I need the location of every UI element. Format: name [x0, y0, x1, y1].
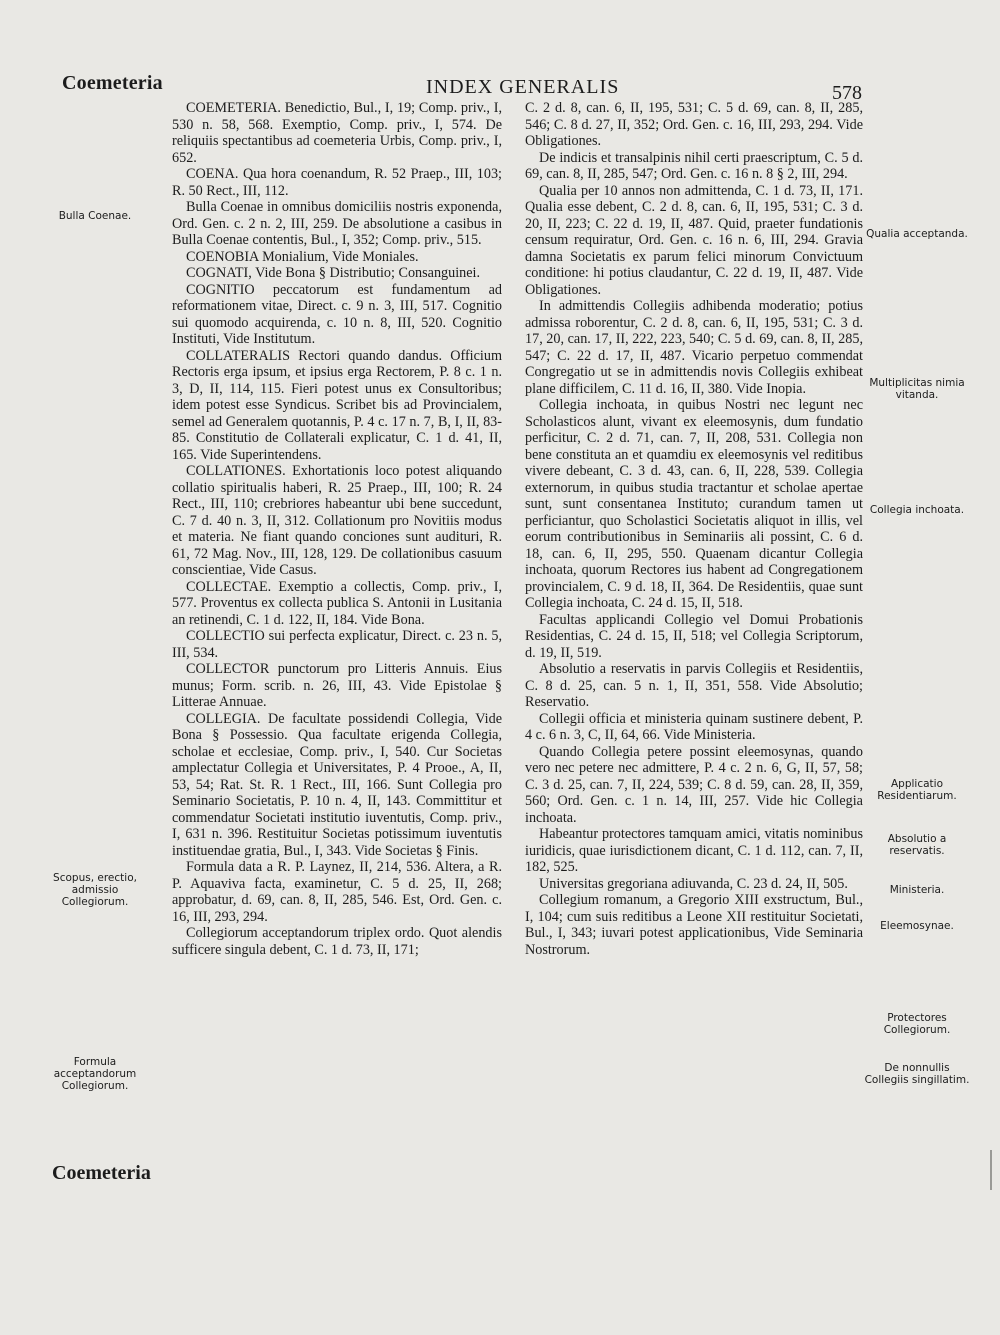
- margin-note-eleemosynae: Eleemosynae.: [880, 920, 954, 932]
- margin-note-formula-acceptandorum: Formula acceptandorum Collegiorum.: [53, 1056, 137, 1092]
- margin-note-absolutio: Absolutio a reservatis.: [887, 833, 947, 857]
- footer-running-word: Coemeteria: [52, 1162, 151, 1184]
- entry-bulla-coenae: Bulla Coenae in omnibus domiciliis nostris exponenda, Ord. Gen. c. 2 n. 2, III, 259. De absolutione a casibus in Bulla Coenae contentis, Bul., I, 352; Comp. priv., 515.: [172, 199, 502, 248]
- running-head-word: Coemeteria: [62, 72, 163, 94]
- entry-facultas: Facultas applicandi Collegio vel Domui Probationis Residentias, C. 24 d. 15, II, 518; vel Collegia Scriptorum, d. 19, II, 519.: [525, 611, 863, 661]
- margin-note-applicatio: Applicatio Residentiarum.: [877, 778, 957, 802]
- margin-note-qualia-acceptanda: Qualia acceptanda.: [866, 228, 968, 240]
- entry-collectio: COLLECTIO sui perfecta explicatur, Direct. c. 23 n. 5, III, 534.: [172, 628, 502, 661]
- entry-collationes: COLLATIONES. Exhortationis loco potest aliquando collatio spiritualis haberi, R. 25 Praep., III, 100; R. 24 Rect., III, 110; crebriores habeantur ubi bene succedunt, C. 7 d. 40 n. 3, II, 312. Collationum pro Novitiis modus et materia. Ne fiant quando conciones sunt audituri, R. 61, 72 Mag. Nov., III, 128, 129. De collationibus casuum conscientiae, Vide Casus.: [172, 463, 502, 578]
- entry-universitas: Universitas gregoriana adiuvanda, C. 23 d. 24, II, 505.: [539, 875, 848, 892]
- entry-absolutio: Absolutio a reservatis in parvis Collegiis et Residentiis, C. 8 d. 25, can. 5 n. 1, II, 351, 558. Vide Absolutio; Reservatio.: [525, 661, 863, 710]
- entry-collegium-romanum: Collegium romanum, a Gregorio XIII exstructum, Bul., I, 104; cum suis reditibus a Leone XII restituitur Societati, Bul., I, 343; iuvari potest applicationibus, Vide Seminaria Nostrorum.: [525, 892, 863, 958]
- page-title: INDEX GENERALIS: [426, 76, 620, 98]
- entry-protectores: Habeantur protectores tamquam amici, vitatis nominibus iuridicis, quae iurisdictionem dicant, C. 1 d. 112, can. 7, II, 182, 525.: [525, 826, 863, 875]
- right-text-column: [525, 100, 863, 958]
- entry-de-indicis: De indicis et transalpinis nihil certi praescriptum, C. 5 d. 69, can. 8, II, 285, 547; Ord. Gen. c. 16 n. 8 § 2, III, 294.: [525, 149, 863, 182]
- entry-collegii-officia: Collegii officia et ministeria quinam sustinere debent, P. 4 c. 6 n. 3, C, II, 64, 66. Vide Ministeria.: [525, 710, 863, 743]
- margin-note-collegia-inchoata: Collegia inchoata.: [869, 504, 965, 516]
- margin-note-bulla-coenae: Bulla Coenae.: [58, 210, 132, 222]
- margin-note-protectores: Protectores Collegiorum.: [883, 1012, 951, 1036]
- margin-note-de-nonnullis: De nonnullis Collegiis singillatim.: [864, 1062, 970, 1086]
- entry-collegia: COLLEGIA. De facultate possidendi Collegia, Vide Bona § Possessio. Qua facultate erigenda Collegia, scholae et ecclesiae, Comp. priv., I, 540. Cur Societas amplectatur Collegia et Universitates, P. 4 Prooe., A, II, 53, 54; Rat. St. R. 1 Rect., III, 166. Sunt Collegia pro Seminario Societatis, P. 10 n. 4, II, 143. Committitur et commendatur Societati institutio iuventutis, Comp. priv., I, 631 n. 396. Restituitur Societas potissimum iuventutis instituendae gratia, Bul., I, 343. Vide Societas § Finis.: [172, 710, 502, 859]
- entry-in-admittendis: In admittendis Collegiis adhibenda moderatio; potius admissa roborentur, C. 2 d. 8, can. 6, II, 195, 531; C. 3 d. 17, 20, can. 17, II, 222, 223, 540; C. 5 d. 69, can. 8, II, 285, 547; C. 22 d. 17, II, 487. Vicario perpetuo commendat Congregatio ut se in admittendis novis Collegiis exhibeat plane difficilem, C. 11 d. 16, II, 380. Vide Inopia.: [525, 298, 863, 397]
- entry-cognitio: COGNITIO peccatorum est fundamentum ad reformationem vitae, Direct. c. 9 n. 3, III, 517. Cognitio sui quomodo acquirenda, c. 10 n. 8, III, 520. Cognitio Instituti, Vide Institutum.: [172, 281, 502, 347]
- entry-cognati: COGNATI, Vide Bona § Distributio; Consanguinei.: [186, 265, 481, 281]
- entry-quando-collegia: Quando Collegia petere possint eleemosynas, quando vero nec petere nec admittere, P. 4 c. 2 n. 6, G, II, 57, 58; C. 3 d. 25, can. 7, II, 224, 539; C. 8 d. 59, can. 28, II, 359, 560; Ord. Gen. c. 1 n. 14, III, 257. Vide hic Collegia inchoata.: [525, 743, 863, 826]
- entry-coena: COENA. Qua hora coenandum, R. 52 Praep., III, 103; R. 50 Rect., III, 112.: [172, 166, 502, 199]
- entry-collateralis: COLLATERALIS Rectori quando dandus. Officium Rectoris erga ipsum, et ipsius erga Rectorem, P. 8 c. 1 n. 3, D, II, 114, 115. Fieri potest unus ex Consultoribus; idem potest esse Syndicus. Scribet bis ad Provincialem, semel ad Generalem quotannis, P. 4 c. 17 n. 7, B, I, II, 83-85. Constitutio de Collaterali explicatur, C. 1 d. 41, II, 165. Vide Superintendens.: [172, 347, 502, 463]
- margin-note-ministeria: Ministeria.: [889, 884, 945, 896]
- entry-collector: COLLECTOR punctorum pro Litteris Annuis. Eius munus; Form. scrib. n. 26, III, 43. Vide Epistolae § Litterae Annuae.: [172, 661, 502, 710]
- entry-continuation: C. 2 d. 8, can. 6, II, 195, 531; C. 5 d. 69, can. 8, II, 285, 546; C. 8 d. 27, II, 352; Ord. Gen. c. 16, III, 293, 294. Vide Obligationes.: [525, 100, 863, 149]
- entry-coenobia: COENOBIA Monialium, Vide Moniales.: [186, 248, 419, 265]
- entry-collectae: COLLECTAE. Exemptio a collectis, Comp. priv., I, 577. Proventus ex collecta publica S. Antonii in Lusitania an retinendi, C. 1 d. 122, II, 184. Vide Bona.: [172, 578, 502, 628]
- left-text-column: [172, 100, 502, 958]
- margin-note-scopus-collegiorum: Scopus, erectio, admissio Collegiorum.: [53, 872, 137, 908]
- entry-coemeteria: COEMETERIA. Benedictio, Bul., I, 19; Comp. priv., I, 530 n. 58, 568. Exemptio, Comp. priv., I, 574. De reliquiis spectantibus ad coemeteria Urbis, Comp. priv., I, 652.: [172, 100, 502, 166]
- page-number: 578: [832, 82, 862, 104]
- margin-note-multiplicitas: Multiplicitas nimia vitanda.: [869, 377, 965, 401]
- entry-collegia-inchoata: Collegia inchoata, in quibus Nostri nec legunt nec Scholasticos alunt, vivant ex eleemosynis, dum fundatio perficitur, C. 2 d. 71, can. 7, II, 208, 531. Collegia non bene constituta an et quamdiu ex eleemosynis vel reditibus vivere debeant, C. 3 d. 43, can. 6, II, 228, 539. Collegia externorum, in quibus studia tractantur et scholae apertae sunt, sunt consentanea Instituto; curandum tamen ut perficiantur, quo Scholastici Societatis aliquot in illis, vel eorum contributionibus in Seminariis ali possint, C. 6 d. 18, can. 6, II, 295, 550. Quaenam dicantur Collegia inchoata, quorum Rectores ius habent ad Congregationem provincialem, C. 9 d. 18, II, 364. De Residentiis, quae sunt Collegia inchoata, C. 24 d. 15, II, 518.: [525, 397, 863, 611]
- page-edge-mark: [990, 1150, 1000, 1190]
- entry-formula: Formula data a R. P. Laynez, II, 214, 536. Altera, a R. P. Aquaviva facta, examinetur, C. 5 d. 25, II, 268; approbatur, d. 69, can. 8, II, 285, 546. Est, Ord. Gen. c. 16, III, 293, 294.: [172, 859, 502, 925]
- entry-qualia: Qualia per 10 annos non admittenda, C. 1 d. 73, II, 171. Qualia esse debent, C. 2 d. 8, can. 6, II, 195, 531; C. 3 d. 20, II, 223; C. 22 d. 19, II, 487. Quid, praeter fundationis censum requiratur, Ord. Gen. c. 16 n. 6, III, 294. Gravia damna Societatis ex parum felici minorum Convictuum conditione: hi potius claudantur, C. 22 d. 19, II, 487. Vide Obligationes.: [525, 182, 863, 298]
- entry-collegiorum-acceptandorum: Collegiorum acceptandorum triplex ordo. Quot alendis sufficere singula debent, C. 1 d. 73, II, 171;: [172, 925, 502, 958]
